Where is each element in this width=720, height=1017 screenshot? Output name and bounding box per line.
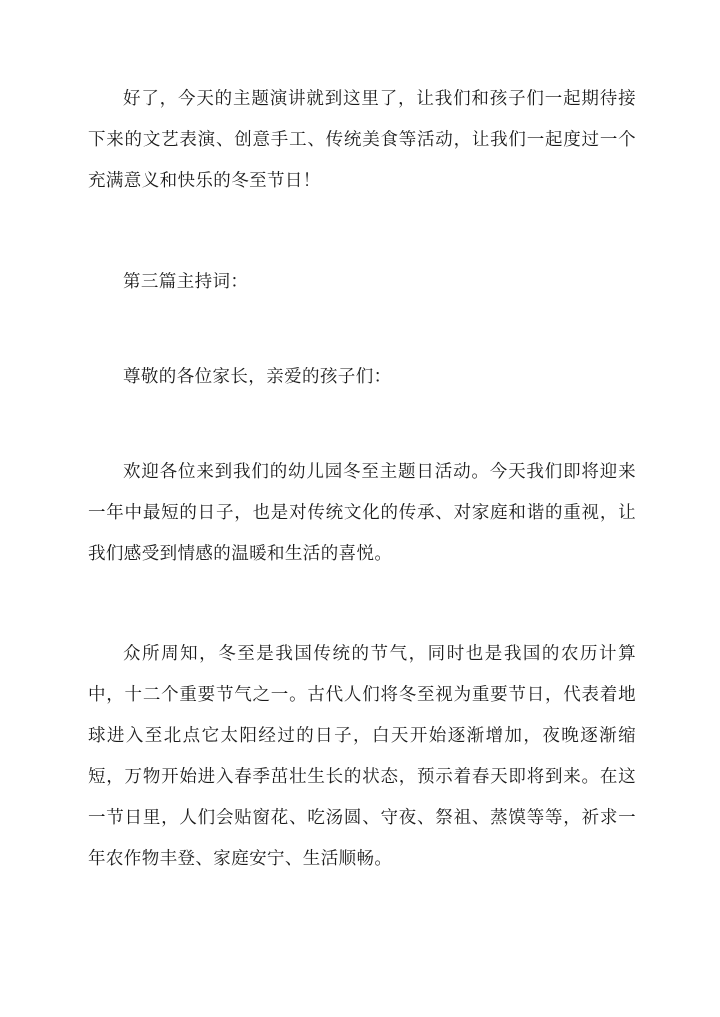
salutation: 尊敬的各位家长，亲爱的孩子们：	[123, 367, 392, 387]
section-heading: 第三篇主持词：	[123, 272, 249, 292]
welcome-paragraph: 欢迎各位来到我们的幼儿园冬至主题日活动。今天我们即将迎来一年中最短的日子，也是对传统文化的传承、对家庭和谐的重视，让我们感受到情感的温暖和生活的喜悦。	[88, 462, 636, 564]
winter-solstice-paragraph: 众所周知，冬至是我国传统的节气，同时也是我国的农历计算中，十二个重要节气之一。古代人们将冬至视为重要节日，代表着地球进入至北点它太阳经过的日子，白天开始逐渐增加，夜晚逐渐缩短，万物开始进入春季茁壮生长的状态，预示着春天即将到来。在这一节日里，人们会贴窗花、吃汤圆、守夜、祭祖、蒸馍等等，祈求一年农作物丰登、家庭安宁、生活顺畅。	[88, 644, 636, 869]
closing-paragraph: 好了，今天的主题演讲就到这里了，让我们和孩子们一起期待接下来的文艺表演、创意手工、传统美食等活动，让我们一起度过一个充满意义和快乐的冬至节日！	[88, 89, 636, 191]
